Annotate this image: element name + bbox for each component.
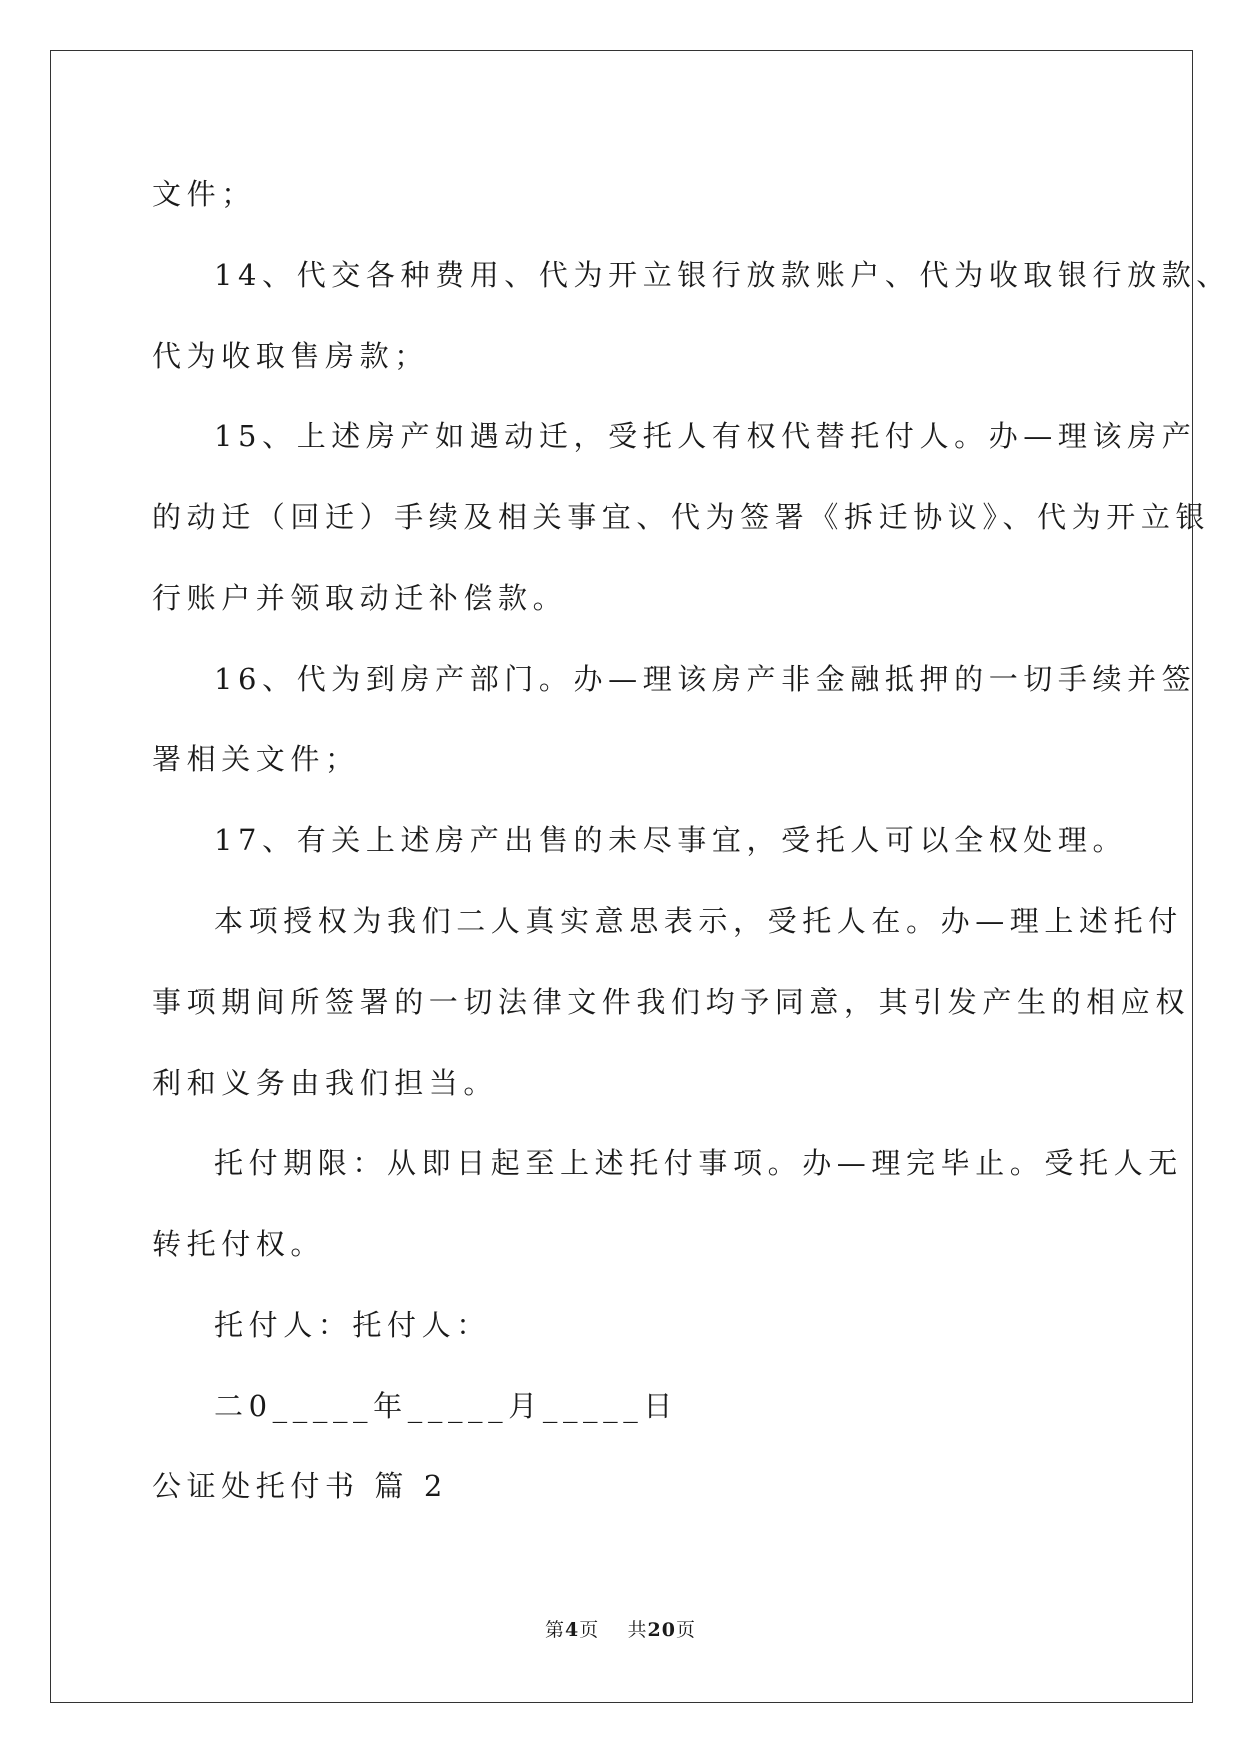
current-page-number: 4 xyxy=(565,1619,580,1641)
footer-total-prefix: 共 xyxy=(627,1619,648,1641)
footer-prefix: 第 xyxy=(545,1619,566,1641)
text-line: 本项授权为我们二人真实意思表示，受托人在。办—理上述托付 xyxy=(214,904,1183,938)
text-line: 14、代交各种费用、代为开立银行放款账户、代为收取银行放款、 xyxy=(214,258,1231,292)
text-line: 行账户并领取动迁补偿款。 xyxy=(152,581,568,615)
text-line: 的动迁（回迁）手续及相关事宜、代为签署《拆迁协议》、代为开立银 xyxy=(152,500,1211,534)
total-pages-number: 20 xyxy=(647,1619,676,1641)
footer-total-suffix: 页 xyxy=(675,1619,696,1641)
text-line: 17、有关上述房产出售的未尽事宜，受托人可以全权处理。 xyxy=(214,823,1128,857)
text-line: 二0_____年_____月_____日 xyxy=(214,1389,678,1423)
text-line: 15、上述房产如遇动迁，受托人有权代替托付人。办—理该房产 xyxy=(214,419,1197,453)
section-heading: 公证处托付书 篇 2 xyxy=(152,1469,448,1503)
text-line: 代为收取售房款； xyxy=(152,339,429,373)
text-line: 事项期间所签署的一切法律文件我们均予同意，其引发产生的相应权 xyxy=(152,985,1191,1019)
text-line: 文件； xyxy=(152,177,256,211)
text-line: 署相关文件； xyxy=(152,742,360,776)
text-line: 托付人：托付人： xyxy=(214,1308,491,1342)
text-line: 托付期限：从即日起至上述托付事项。办—理完毕止。受托人无 xyxy=(214,1146,1183,1180)
text-line: 16、代为到房产部门。办—理该房产非金融抵押的一切手续并签 xyxy=(214,662,1197,696)
page-border xyxy=(50,50,1193,1703)
text-line: 转托付权。 xyxy=(152,1227,326,1261)
page-footer xyxy=(0,1615,1241,1642)
text-line: 利和义务由我们担当。 xyxy=(152,1066,499,1100)
footer-page-suffix: 页 xyxy=(579,1619,600,1641)
